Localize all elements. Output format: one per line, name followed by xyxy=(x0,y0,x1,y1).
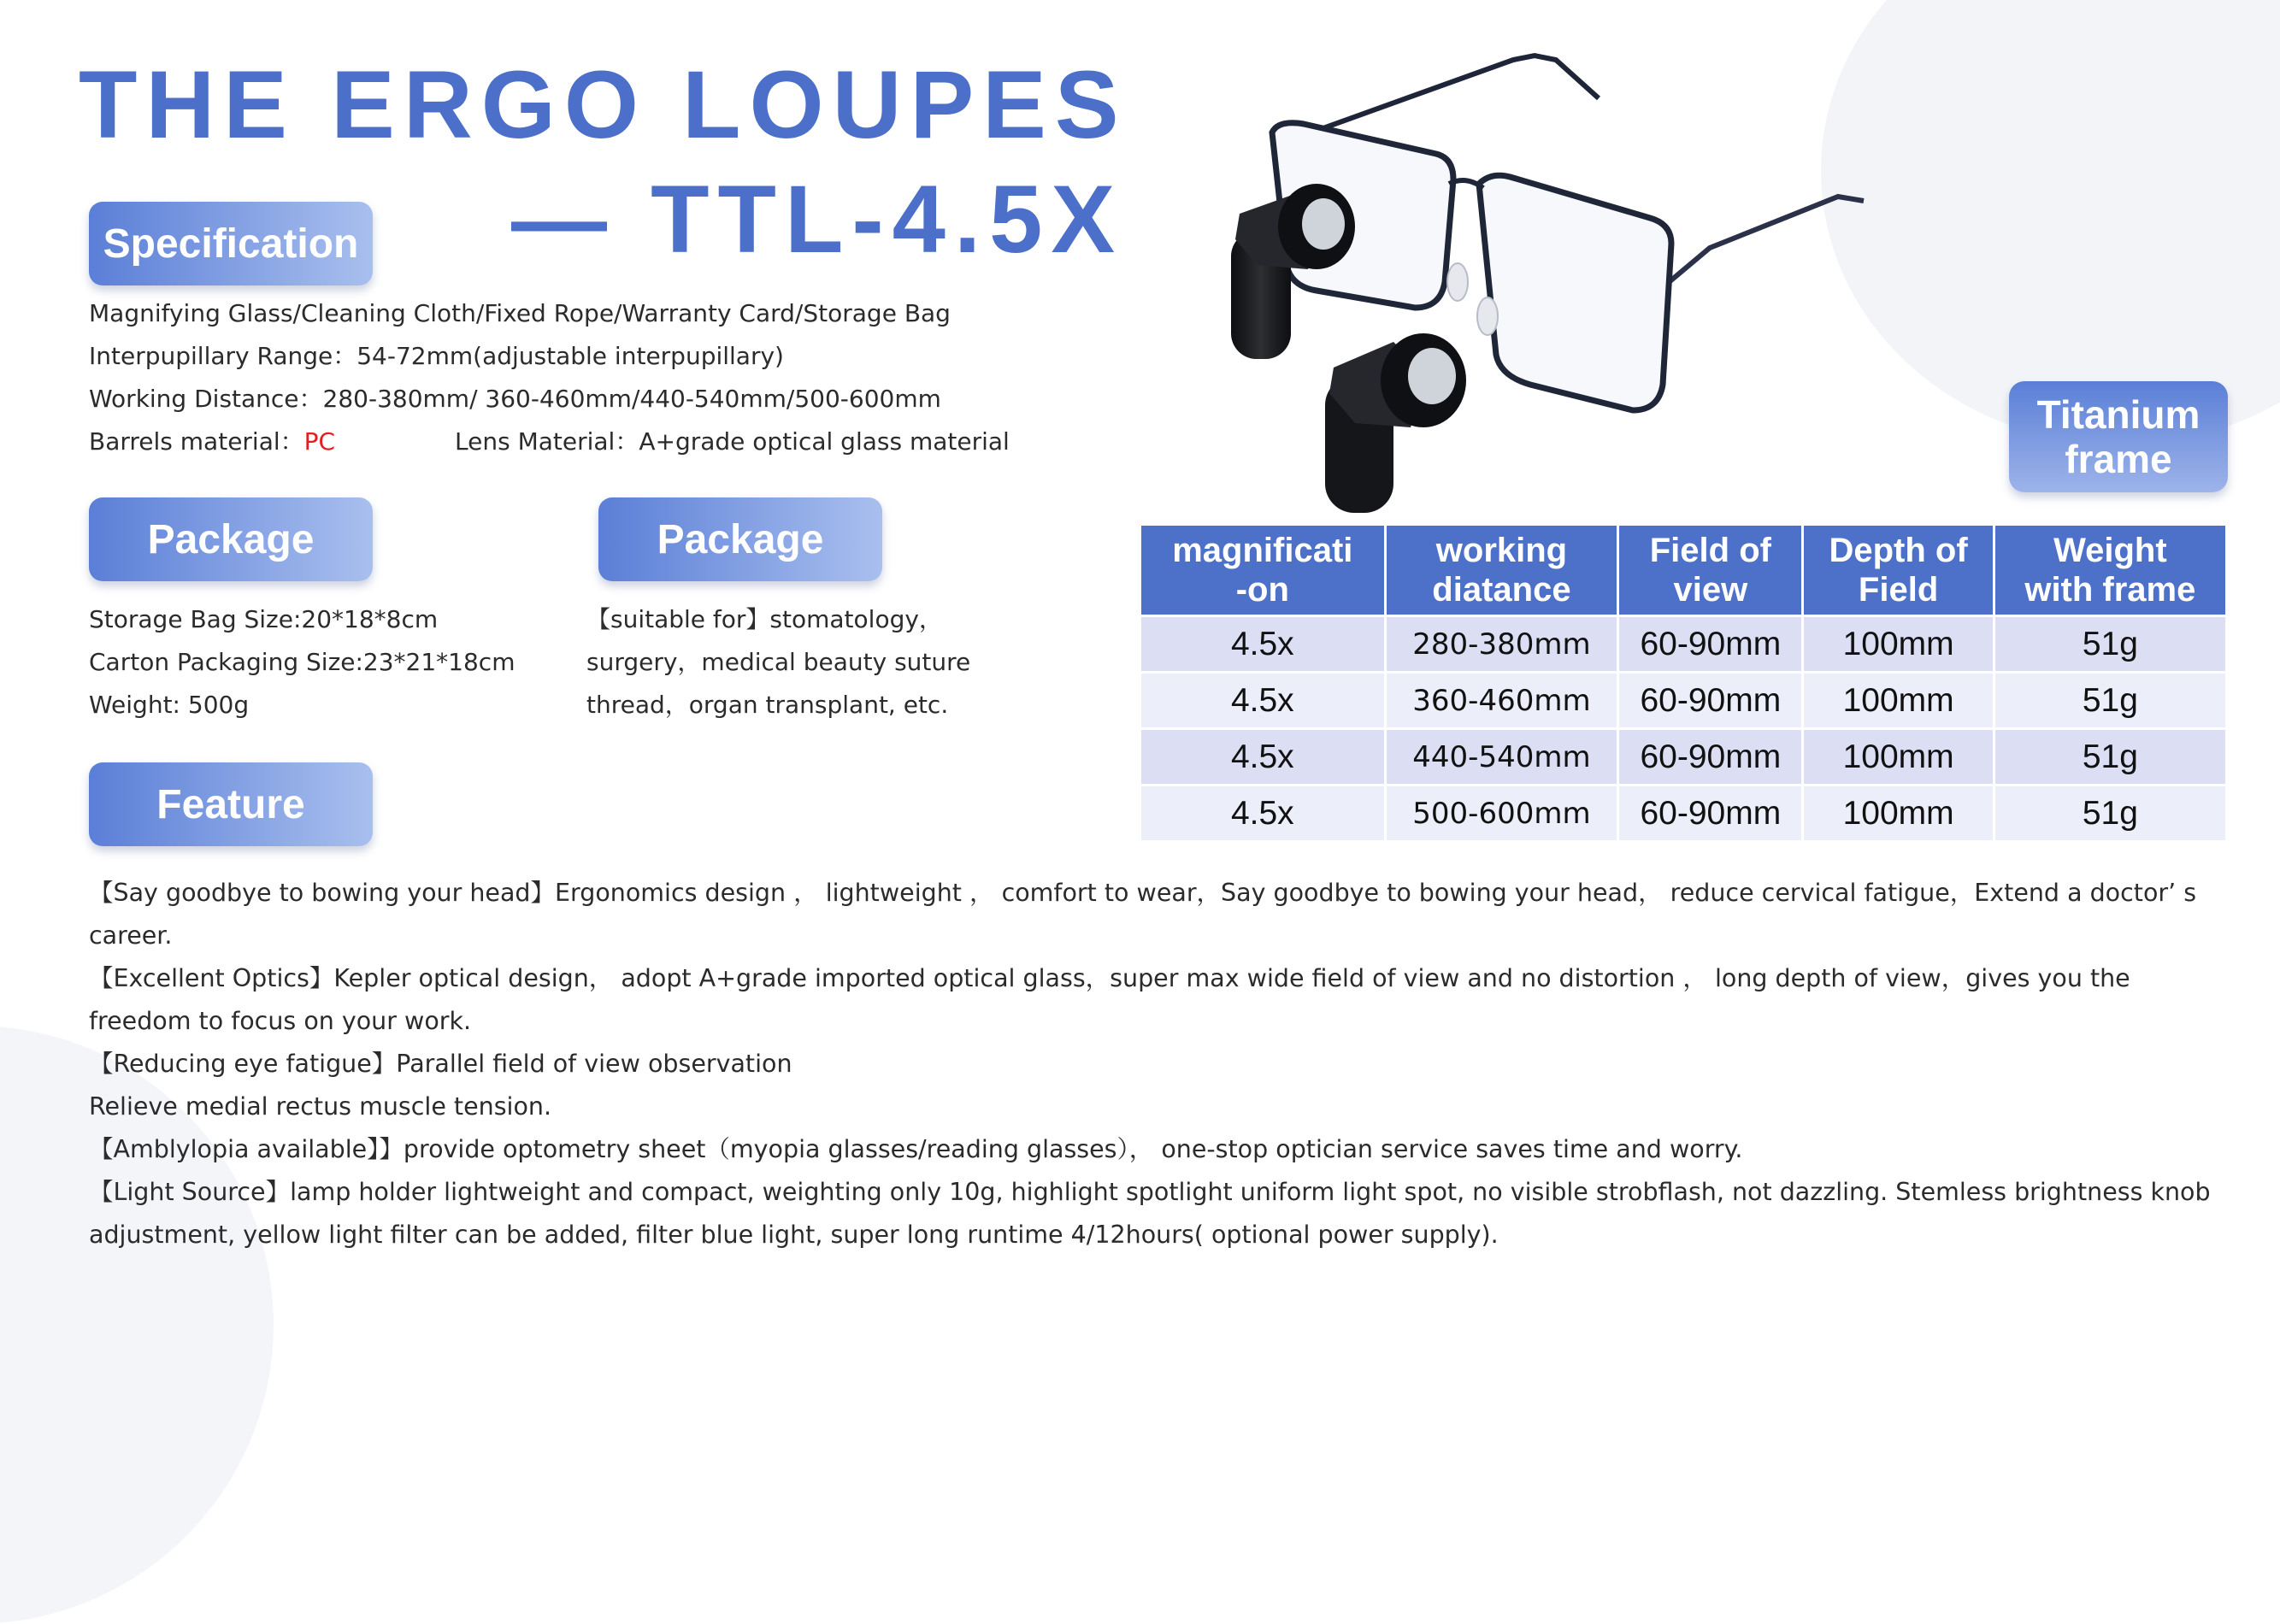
spec-line-materials xyxy=(89,421,1010,463)
cell-depth-of-field: 100mm xyxy=(1804,730,1992,784)
titanium-frame-badge-line-2: frame xyxy=(2065,437,2172,481)
cell-working-distance: 360-460mm xyxy=(1387,674,1617,727)
table-row xyxy=(1141,786,2225,840)
cell-depth-of-field: 100mm xyxy=(1804,617,1992,671)
barrels-material-label: Barrels material： xyxy=(89,427,304,456)
package-line-weight: Weight: 500g xyxy=(89,691,250,719)
loupe-glasses-icon xyxy=(1197,34,1898,513)
cell-weight: 51g xyxy=(1995,617,2225,671)
feature-paragraph-light-source: 【Light Source】lamp holder lightweight and compact, weighting only 10g, highlight spotlight uniform light spot, no visible strobflash, not dazzling. Stemless brightness knob adjustment, yellow light filter can be added, filter blue light, super long runtime 4/12hours( optional power supply). xyxy=(89,1178,2211,1249)
cell-working-distance: 440-540mm xyxy=(1387,730,1617,784)
cell-weight: 51g xyxy=(1995,674,2225,727)
lens-material xyxy=(455,421,1010,463)
table-row xyxy=(1141,617,2225,671)
table-row xyxy=(1141,730,2225,784)
cell-field-of-view: 60-90mm xyxy=(1619,730,1801,784)
spec-table-header-row xyxy=(1141,526,2225,615)
suitable-for-line-2: surgery，medical beauty suture xyxy=(586,648,971,676)
cell-magnification: 4.5x xyxy=(1141,674,1384,727)
header-magnification: magnificati -on xyxy=(1141,526,1384,615)
header-weight: Weight with frame xyxy=(1995,526,2225,615)
cell-weight: 51g xyxy=(1995,730,2225,784)
package-heading-right: Package xyxy=(598,497,882,581)
feature-paragraph-amblyopia: 【Amblylopia available】】provide optometry sheet（myopia glasses/reading glasses）， one-stop optician service saves time and worry. xyxy=(89,1135,1743,1163)
cell-weight: 51g xyxy=(1995,786,2225,840)
page-title-line-1: THE ERGO LOUPES xyxy=(79,51,1128,158)
specification-heading: Specification xyxy=(89,202,373,285)
header-depth-of-field: Depth of Field xyxy=(1804,526,1992,615)
header-working-distance: working diatance xyxy=(1387,526,1617,615)
suitable-for-line-3: thread，organ transplant, etc. xyxy=(586,691,949,719)
titanium-frame-badge-line-1: Titanium xyxy=(2036,392,2200,437)
package-heading-left: Package xyxy=(89,497,373,581)
package-line-carton: Carton Packaging Size:23*21*18cm xyxy=(89,648,516,676)
cell-depth-of-field: 100mm xyxy=(1804,674,1992,727)
feature-paragraph-eye-fatigue: 【Reducing eye fatigue】Parallel field of view observation xyxy=(89,1050,792,1078)
package-list-right xyxy=(586,598,970,727)
cell-working-distance: 280-380mm xyxy=(1387,617,1617,671)
spec-line-interpupillary: Interpupillary Range：54-72mm(adjustable interpupillary) xyxy=(89,342,784,370)
suitable-for-line-1: 【suitable for】stomatology， xyxy=(586,605,943,633)
cell-field-of-view: 60-90mm xyxy=(1619,786,1801,840)
feature-paragraph-ergonomics: 【Say goodbye to bowing your head】Ergonomics design ， lightweight ， comfort to wear，Say goodbye to bowing your head， reduce cervical fatigue，Extend a doctor’ s career. xyxy=(89,879,2197,950)
spec-table xyxy=(1139,523,2228,843)
feature-text-block xyxy=(89,872,2235,1256)
cell-magnification: 4.5x xyxy=(1141,786,1384,840)
feature-heading: Feature xyxy=(89,762,373,846)
barrels-material-value: PC xyxy=(303,427,336,456)
cell-working-distance: 500-600mm xyxy=(1387,786,1617,840)
cell-magnification: 4.5x xyxy=(1141,617,1384,671)
table-row xyxy=(1141,674,2225,727)
lens-material-value: A+grade optical glass material xyxy=(639,427,1010,456)
cell-magnification: 4.5x xyxy=(1141,730,1384,784)
page-title-line-2: — TTL-4.5X xyxy=(511,166,1124,273)
cell-field-of-view: 60-90mm xyxy=(1619,674,1801,727)
package-list-left xyxy=(89,598,515,727)
lens-material-label: Lens Material： xyxy=(455,427,639,456)
feature-paragraph-optics: 【Excellent Optics】Kepler optical design， adopt A+grade imported optical glass，super max wide field of view and no distortion ， long depth of view，gives you the freedom to focus on your work. xyxy=(89,964,2130,1035)
spec-line-contents: Magnifying Glass/Cleaning Cloth/Fixed Rope/Warranty Card/Storage Bag xyxy=(89,299,951,327)
cell-depth-of-field: 100mm xyxy=(1804,786,1992,840)
header-field-of-view: Field of view xyxy=(1619,526,1801,615)
cell-field-of-view: 60-90mm xyxy=(1619,617,1801,671)
package-line-storage-bag: Storage Bag Size:20*18*8cm xyxy=(89,605,439,633)
titanium-frame-badge xyxy=(2009,381,2228,492)
feature-paragraph-rectus: Relieve medial rectus muscle tension. xyxy=(89,1092,552,1121)
specification-list xyxy=(89,292,1010,463)
spec-line-working-distance: Working Distance：280-380mm/ 360-460mm/440-540mm/500-600mm xyxy=(89,385,941,413)
